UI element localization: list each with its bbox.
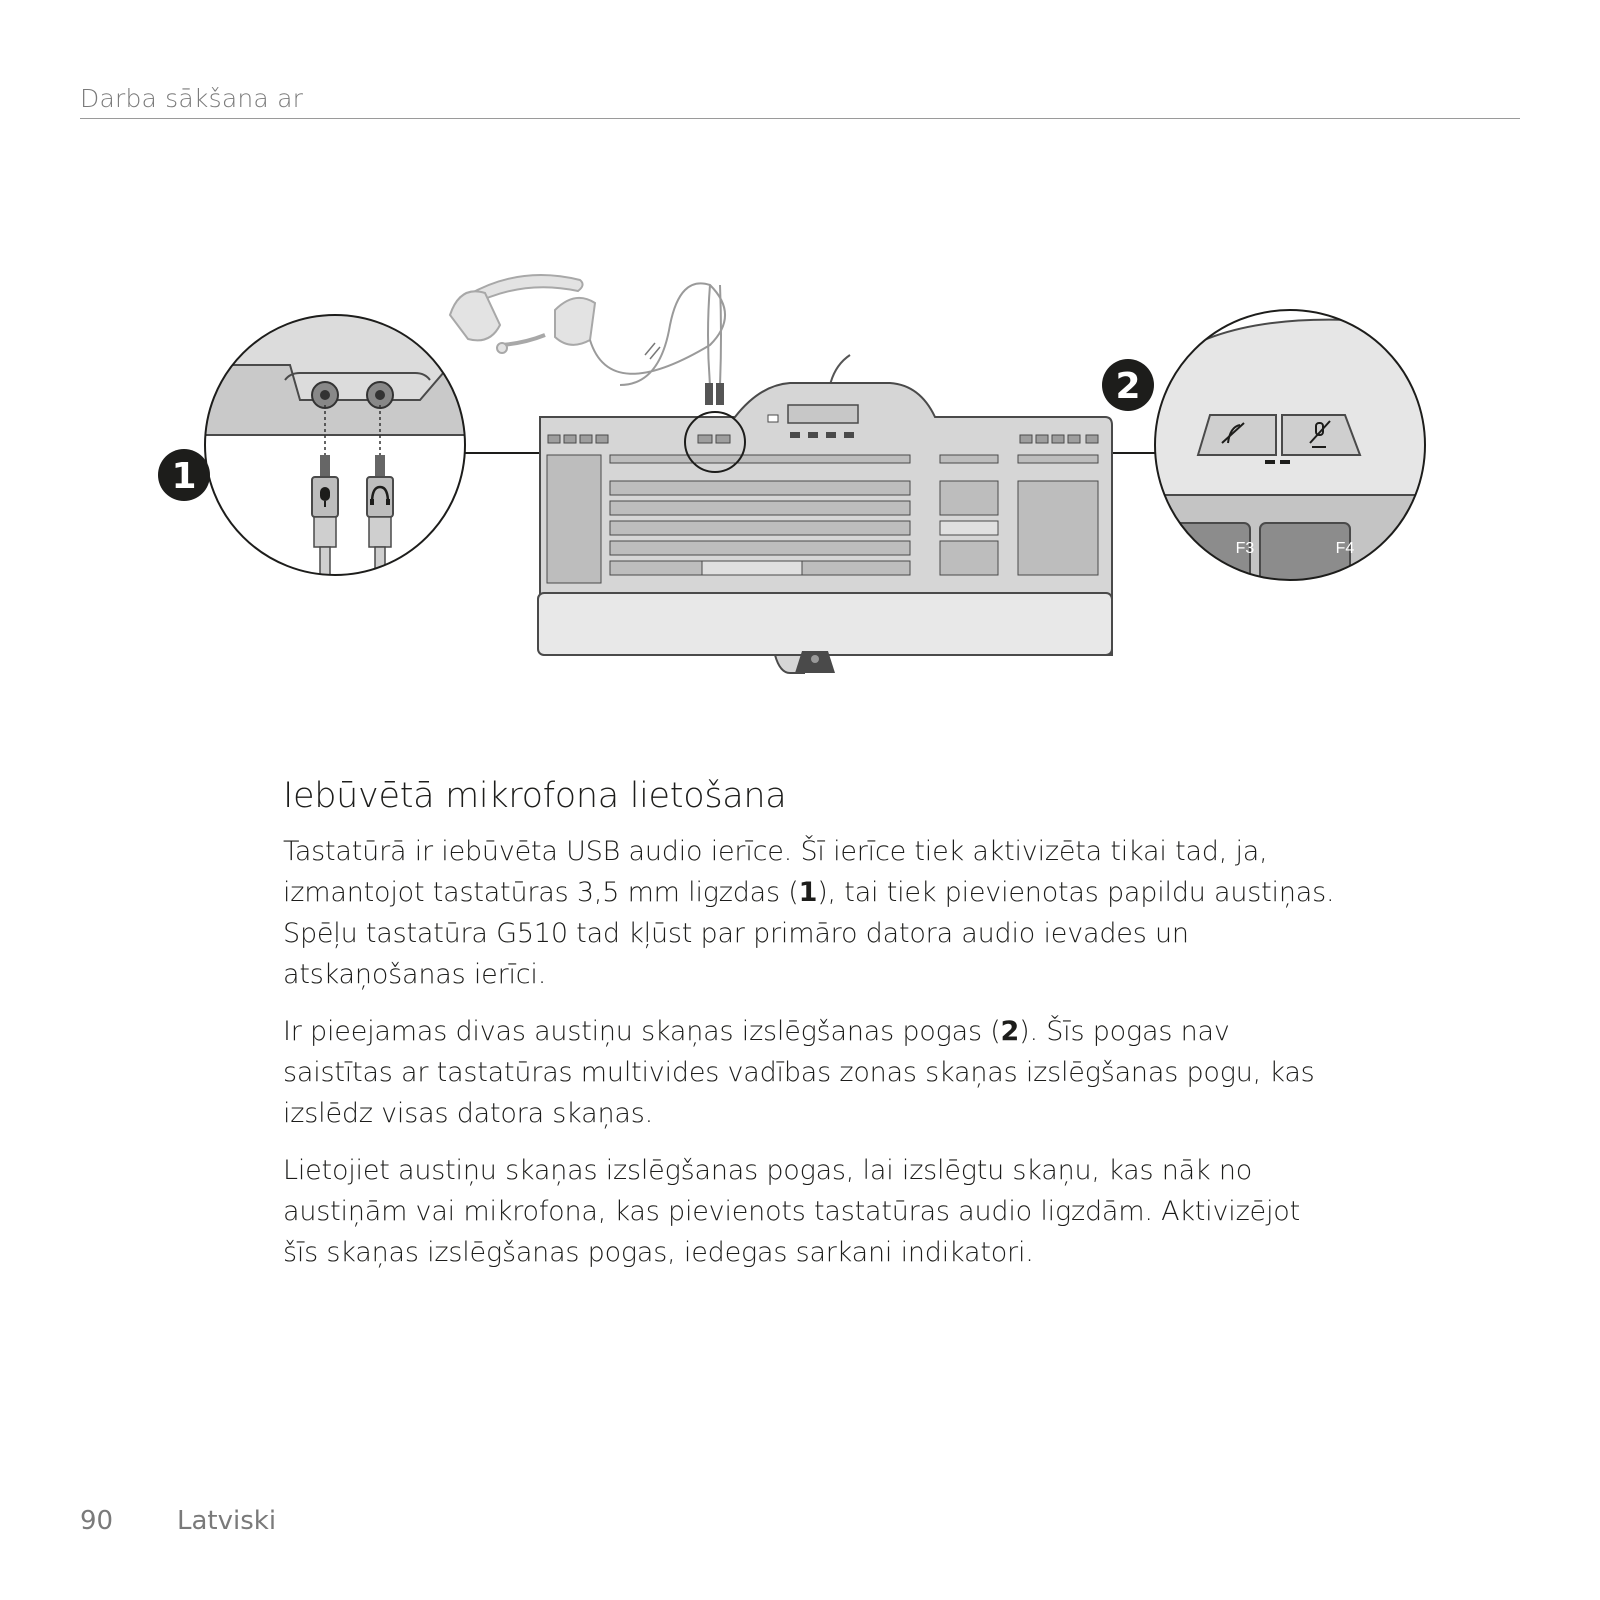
cable-break-mark: [645, 343, 655, 355]
headset-plug: [705, 383, 713, 405]
keyboard-cable: [830, 355, 850, 385]
keyboard: [538, 383, 1112, 673]
mic-plug: [716, 383, 724, 405]
paragraph-usb-audio: Tastatūrā ir iebūvēta USB audio ierīce. Šī ierīce tiek aktivizēta tikai tad, ja, izmantojot tastatūras 3,5 mm ligzdas (1), tai tiek pievienotas papildu austiņas. Spēļu tastatūra G510 tad kļūst par primāro datora audio ievades un atskaņošanas ierīci.: [283, 836, 1335, 990]
section-builtin-microphone: [283, 773, 1343, 1289]
audio-jacks-zoom: [190, 315, 490, 587]
key-label-f4: F4: [1335, 540, 1355, 557]
reference-2: 2: [1000, 1016, 1020, 1047]
callout-number-1: 1: [171, 456, 197, 497]
cable-break-mark: [650, 347, 660, 359]
key-label-f3: F3: [1235, 540, 1255, 557]
paragraph-indicators: Lietojiet austiņu skaņas izslēgšanas pogas, lai izslēgtu skaņu, kas nāk no austiņām vai mikrofona, kas pievienots tastatūras audio ligzdām. Aktivizējot šīs skaņas izslēgšanas pogas, iedegas sarkani indikatori.: [283, 1155, 1300, 1268]
footer-language: Latviski: [177, 1506, 277, 1536]
headset-icon: [450, 275, 595, 353]
section-title: Iebūvētā mikrofona lietošana: [283, 776, 787, 816]
mute-buttons-zoom: [1150, 310, 1450, 585]
header-rule: [80, 118, 1520, 119]
plug-cable-right: [720, 285, 721, 385]
callout-number-2: 2: [1115, 366, 1141, 407]
headset-cable: [590, 283, 725, 385]
keyboard-illustration: [150, 255, 1450, 705]
plug-cable-left: [708, 285, 710, 385]
running-header: Darba sākšana ar: [80, 84, 304, 113]
page-number: 90: [80, 1506, 114, 1536]
reference-1: 1: [798, 877, 818, 908]
paragraph-mute-buttons: Ir pieejamas divas austiņu skaņas izslēgšanas pogas (2). Šīs pogas nav saistītas ar tastatūras multivides vadības zonas skaņas izslēgšanas pogu, kas izslēdz visas datora skaņas.: [283, 1016, 1315, 1129]
